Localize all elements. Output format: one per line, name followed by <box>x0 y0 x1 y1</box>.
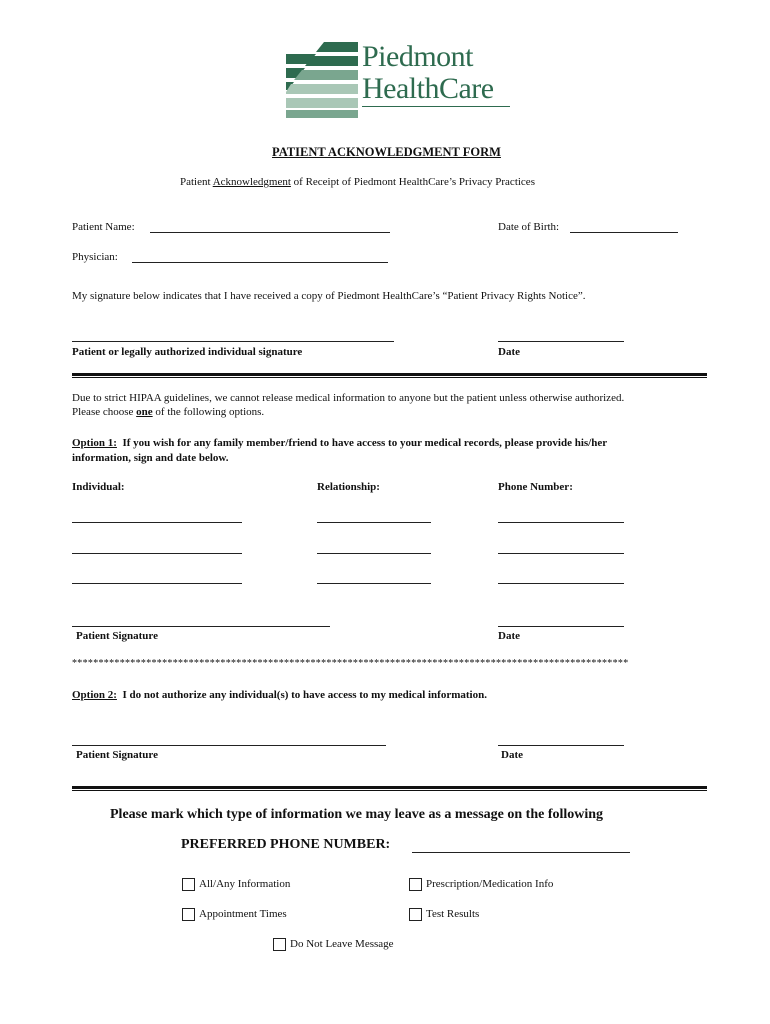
hipaa-line2-pre: Please choose <box>72 406 137 418</box>
col-relationship-header: Relationship: <box>317 481 380 493</box>
section-divider <box>72 373 707 378</box>
option2-signature-field[interactable] <box>72 745 386 746</box>
section-divider-2 <box>72 786 707 791</box>
physician-field[interactable] <box>132 262 388 263</box>
col-phone-header: Phone Number: <box>498 481 573 493</box>
relationship-field-3[interactable] <box>317 583 431 584</box>
form-title: PATIENT ACKNOWLEDGMENT FORM <box>272 145 501 159</box>
hipaa-notice-line2 <box>72 406 264 418</box>
option2-description: I do not authorize any individual(s) to have access to my medical information. <box>122 689 487 701</box>
option1-text-line1 <box>72 437 607 449</box>
test-results-checkbox[interactable] <box>409 908 422 921</box>
preferred-phone-label: PREFERRED PHONE NUMBER: <box>181 837 391 852</box>
dob-label: Date of Birth: <box>498 221 560 233</box>
option2-signature-label: Patient Signature <box>76 749 158 761</box>
individual-field-1[interactable] <box>72 522 242 523</box>
physician-label: Physician: <box>72 251 118 263</box>
all-info-checkbox[interactable] <box>182 878 195 891</box>
hipaa-line2-post: of the following options. <box>152 406 265 418</box>
signature-date-label: Date <box>498 346 520 358</box>
phone-field-2[interactable] <box>498 553 624 554</box>
option1-signature-label: Patient Signature <box>76 630 158 642</box>
col-individual-header: Individual: <box>72 481 125 493</box>
brand-name-line1: Piedmont <box>362 40 474 73</box>
form-subtitle <box>180 176 535 188</box>
signature-field[interactable] <box>72 341 394 342</box>
dob-field[interactable] <box>570 232 678 233</box>
test-results-label: Test Results <box>426 908 480 920</box>
all-info-label: All/Any Information <box>199 878 291 890</box>
phone-field-1[interactable] <box>498 522 624 523</box>
message-heading: Please mark which type of information we may leave as a message on the following <box>110 807 604 822</box>
subtitle-post: of Receipt of Piedmont HealthCare’s Privacy Practices <box>290 176 535 188</box>
individual-field-3[interactable] <box>72 583 242 584</box>
option1-signature-field[interactable] <box>72 626 330 627</box>
option2-text <box>72 689 487 701</box>
phone-field-3[interactable] <box>498 583 624 584</box>
asterisk-separator: ********************************************************************************************************* <box>72 658 629 669</box>
appointment-times-checkbox[interactable] <box>182 908 195 921</box>
option2-date-field[interactable] <box>498 745 624 746</box>
do-not-leave-message-label: Do Not Leave Message <box>290 938 394 950</box>
subtitle-pre: Patient <box>180 176 213 188</box>
option1-description: If you wish for any family member/friend to have access to your medical records, please provide his/her <box>122 437 608 449</box>
patient-name-field[interactable] <box>150 232 390 233</box>
relationship-field-1[interactable] <box>317 522 431 523</box>
logo-icon <box>286 42 358 120</box>
acknowledgment-statement: My signature below indicates that I have received a copy of Piedmont HealthCare’s “Patient Privacy Rights Notice”. <box>72 290 586 302</box>
option2-label: Option 2: <box>72 689 117 701</box>
appointment-times-label: Appointment Times <box>199 908 287 920</box>
option1-label: Option 1: <box>72 437 117 449</box>
subtitle-underlined: Acknowledgment <box>212 176 291 188</box>
brand-name-line2: HealthCare <box>362 72 494 105</box>
do-not-leave-message-checkbox[interactable] <box>273 938 286 951</box>
hipaa-line2-underlined: one <box>136 406 153 418</box>
hipaa-notice-line1: Due to strict HIPAA guidelines, we cannot release medical information to anyone but the patient unless otherwise authorized. <box>72 392 625 404</box>
prescription-info-checkbox[interactable] <box>409 878 422 891</box>
signature-date-field[interactable] <box>498 341 624 342</box>
option1-text-line2: information, sign and date below. <box>72 452 229 464</box>
option1-date-label: Date <box>498 630 520 642</box>
option1-date-field[interactable] <box>498 626 624 627</box>
prescription-info-label: Prescription/Medication Info <box>426 878 554 890</box>
patient-name-label: Patient Name: <box>72 221 135 233</box>
individual-field-2[interactable] <box>72 553 242 554</box>
brand-underline <box>362 106 510 107</box>
preferred-phone-field[interactable] <box>412 852 630 853</box>
relationship-field-2[interactable] <box>317 553 431 554</box>
signature-label: Patient or legally authorized individual signature <box>72 346 303 358</box>
option2-date-label: Date <box>501 749 523 761</box>
